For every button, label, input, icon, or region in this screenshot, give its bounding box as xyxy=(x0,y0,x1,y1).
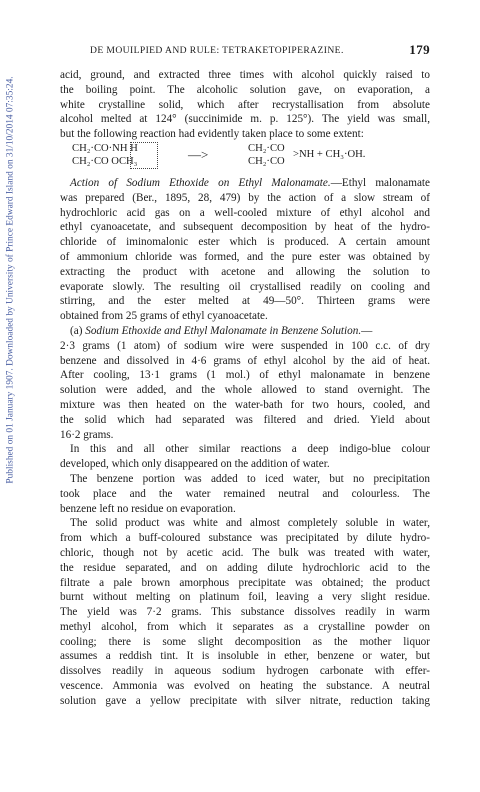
subsection-dash: — xyxy=(361,324,373,337)
text-line: The yield was 7·2 grams. This substance dissolves readily in warm xyxy=(60,606,430,619)
text-line: obtained from 25 grams of ethyl cyanoacetate. xyxy=(60,310,268,323)
text-line: The benzene portion was added to iced water, but no precipitation xyxy=(70,472,430,485)
text-line: chloric, though not by acetic acid. The bulk was treated with water, xyxy=(60,546,430,559)
equation-products: >NH + CH₃·OH. xyxy=(293,148,366,160)
subsection-heading: Sodium Ethoxide and Ethyl Malonamate in Benzene Solution. xyxy=(85,324,362,337)
text-line: acid, ground, and extracted three times with alcohol quickly raised to xyxy=(60,69,430,81)
text-line: from which a buff-coloured substance was precipitated by dilute hydro- xyxy=(60,532,430,545)
download-watermark-text: Published on 01 January 1907. Downloaded by University of Prince Edward Island on 31/10/2014 07:35:24. xyxy=(6,76,16,484)
text-line: mixture was then heated on the water-bath for two hours, cooled, and xyxy=(60,398,430,411)
reaction-equation xyxy=(60,143,430,173)
text-line: developed, which only disappeared on the addition of water. xyxy=(60,458,330,471)
text-line: chloride of iminomalonic ester which is produced. A certain amount xyxy=(60,236,430,249)
text-line: hydrochloric acid gas on a well-cooled mixture of ethyl alcohol and xyxy=(60,206,430,219)
text-line: the residue separated, and on adding dilute hydrochloric acid to the xyxy=(60,561,430,574)
text-line: methyl alcohol, from which it separates as a crystalline powder on xyxy=(60,620,430,633)
text-line: benzene left no residue on evaporation. xyxy=(60,502,236,515)
text-line: was prepared (Ber., 1895, 28, 479) by the action of a slow stream of xyxy=(60,191,430,204)
text-line: benzene and dissolved in 4·6 grams of ethyl alcohol by the aid of heat. xyxy=(60,354,430,367)
text-line: alcohol melted at 124° (succinimide m. p. 125°). The yield was small, xyxy=(60,113,430,126)
text-line: but the following reaction had evidently taken place to some extent: xyxy=(60,128,364,141)
text-line: extracting the product with acetone and allowing the solution to xyxy=(60,265,430,278)
paragraph-3 xyxy=(60,324,430,442)
text-line: assumes a reddish tint. It is insoluble in ether, benzene or water, but xyxy=(60,650,430,663)
text-line: burnt without melting on platinum foil, leaving a very slight residue. xyxy=(60,591,430,604)
text-line: stirring, and the ester melted at 49—50°. Thirteen grams were xyxy=(60,295,430,308)
text-line: cooling; there is some slight decomposition as the mother liquor xyxy=(60,635,430,648)
equation-right-bottom: CH₂·CO xyxy=(248,155,285,167)
text-line: dissolves readily in aqueous sodium hydrogen carbonate with effer- xyxy=(60,665,430,678)
download-watermark xyxy=(0,0,22,560)
text-line xyxy=(60,176,430,191)
text-line: 16·2 grams. xyxy=(60,428,114,441)
text-line: solution gave a yellow precipitate with silver nitrate, reduction taking xyxy=(60,694,430,707)
text-line: ethyl cyanoacetate, and subsequent decomposition by heat of the hydro- xyxy=(60,221,430,234)
equation-left-bottom: CH₂·CO OCH₃ xyxy=(72,155,138,167)
reaction-arrow: —> xyxy=(188,146,209,162)
text-line: solution were added, and the whole allowed to stand overnight. The xyxy=(60,384,430,397)
page-number: 179 xyxy=(409,42,430,57)
section-heading-tail: —Ethyl malonamate xyxy=(330,176,430,189)
text-line: After cooling, 13·1 grams (1 mol.) of ethyl malonamate in benzene xyxy=(60,369,430,382)
elimination-box xyxy=(130,142,158,169)
equation-left-top: CH₂·CO·NH H xyxy=(72,142,138,154)
paragraph-2 xyxy=(60,176,430,324)
text-line: white crystalline solid, which after recrystallisation from absolute xyxy=(60,98,430,111)
equation-right-top: CH₂·CO xyxy=(248,142,285,154)
subsection-label: (a) xyxy=(70,324,83,337)
paragraph-1 xyxy=(60,68,430,142)
text-line: 2·3 grams (1 atom) of sodium wire were suspended in 100 c.c. of dry xyxy=(60,339,430,352)
text-line: took place and the water remained neutral and colourless. The xyxy=(60,487,430,500)
running-header xyxy=(60,44,430,58)
article-body xyxy=(60,68,430,709)
paragraph-5 xyxy=(60,472,430,516)
text-line: of ammonium chloride was formed, and the pure ester was obtained by xyxy=(60,250,430,263)
text-line: vescence. Ammonia was evolved on heating the substance. A neutral xyxy=(60,680,430,693)
text-line: The solid product was white and almost completely soluble in water, xyxy=(70,517,430,530)
text-line xyxy=(60,324,430,339)
paragraph-4 xyxy=(60,442,430,472)
running-title: DE MOUILPIED AND RULE: TETRAKETOPIPERAZINE. xyxy=(90,45,344,56)
text-line: the boiling point. The alcoholic solution gave, on evaporation, a xyxy=(60,83,430,96)
text-line: evaporate slowly. The resulting oil crystallised readily on cooling and xyxy=(60,280,430,293)
text-line: the solid which had separated was filtered and dried. Yield about xyxy=(60,413,430,426)
paragraph-6 xyxy=(60,516,430,708)
text-line: In this and all other similar reactions a deep indigo-blue colour xyxy=(70,443,430,456)
text-line: filtrate a pale brown amorphous precipitate was obtained; the product xyxy=(60,576,430,589)
section-heading: Action of Sodium Ethoxide on Ethyl Malonamate. xyxy=(70,176,331,189)
